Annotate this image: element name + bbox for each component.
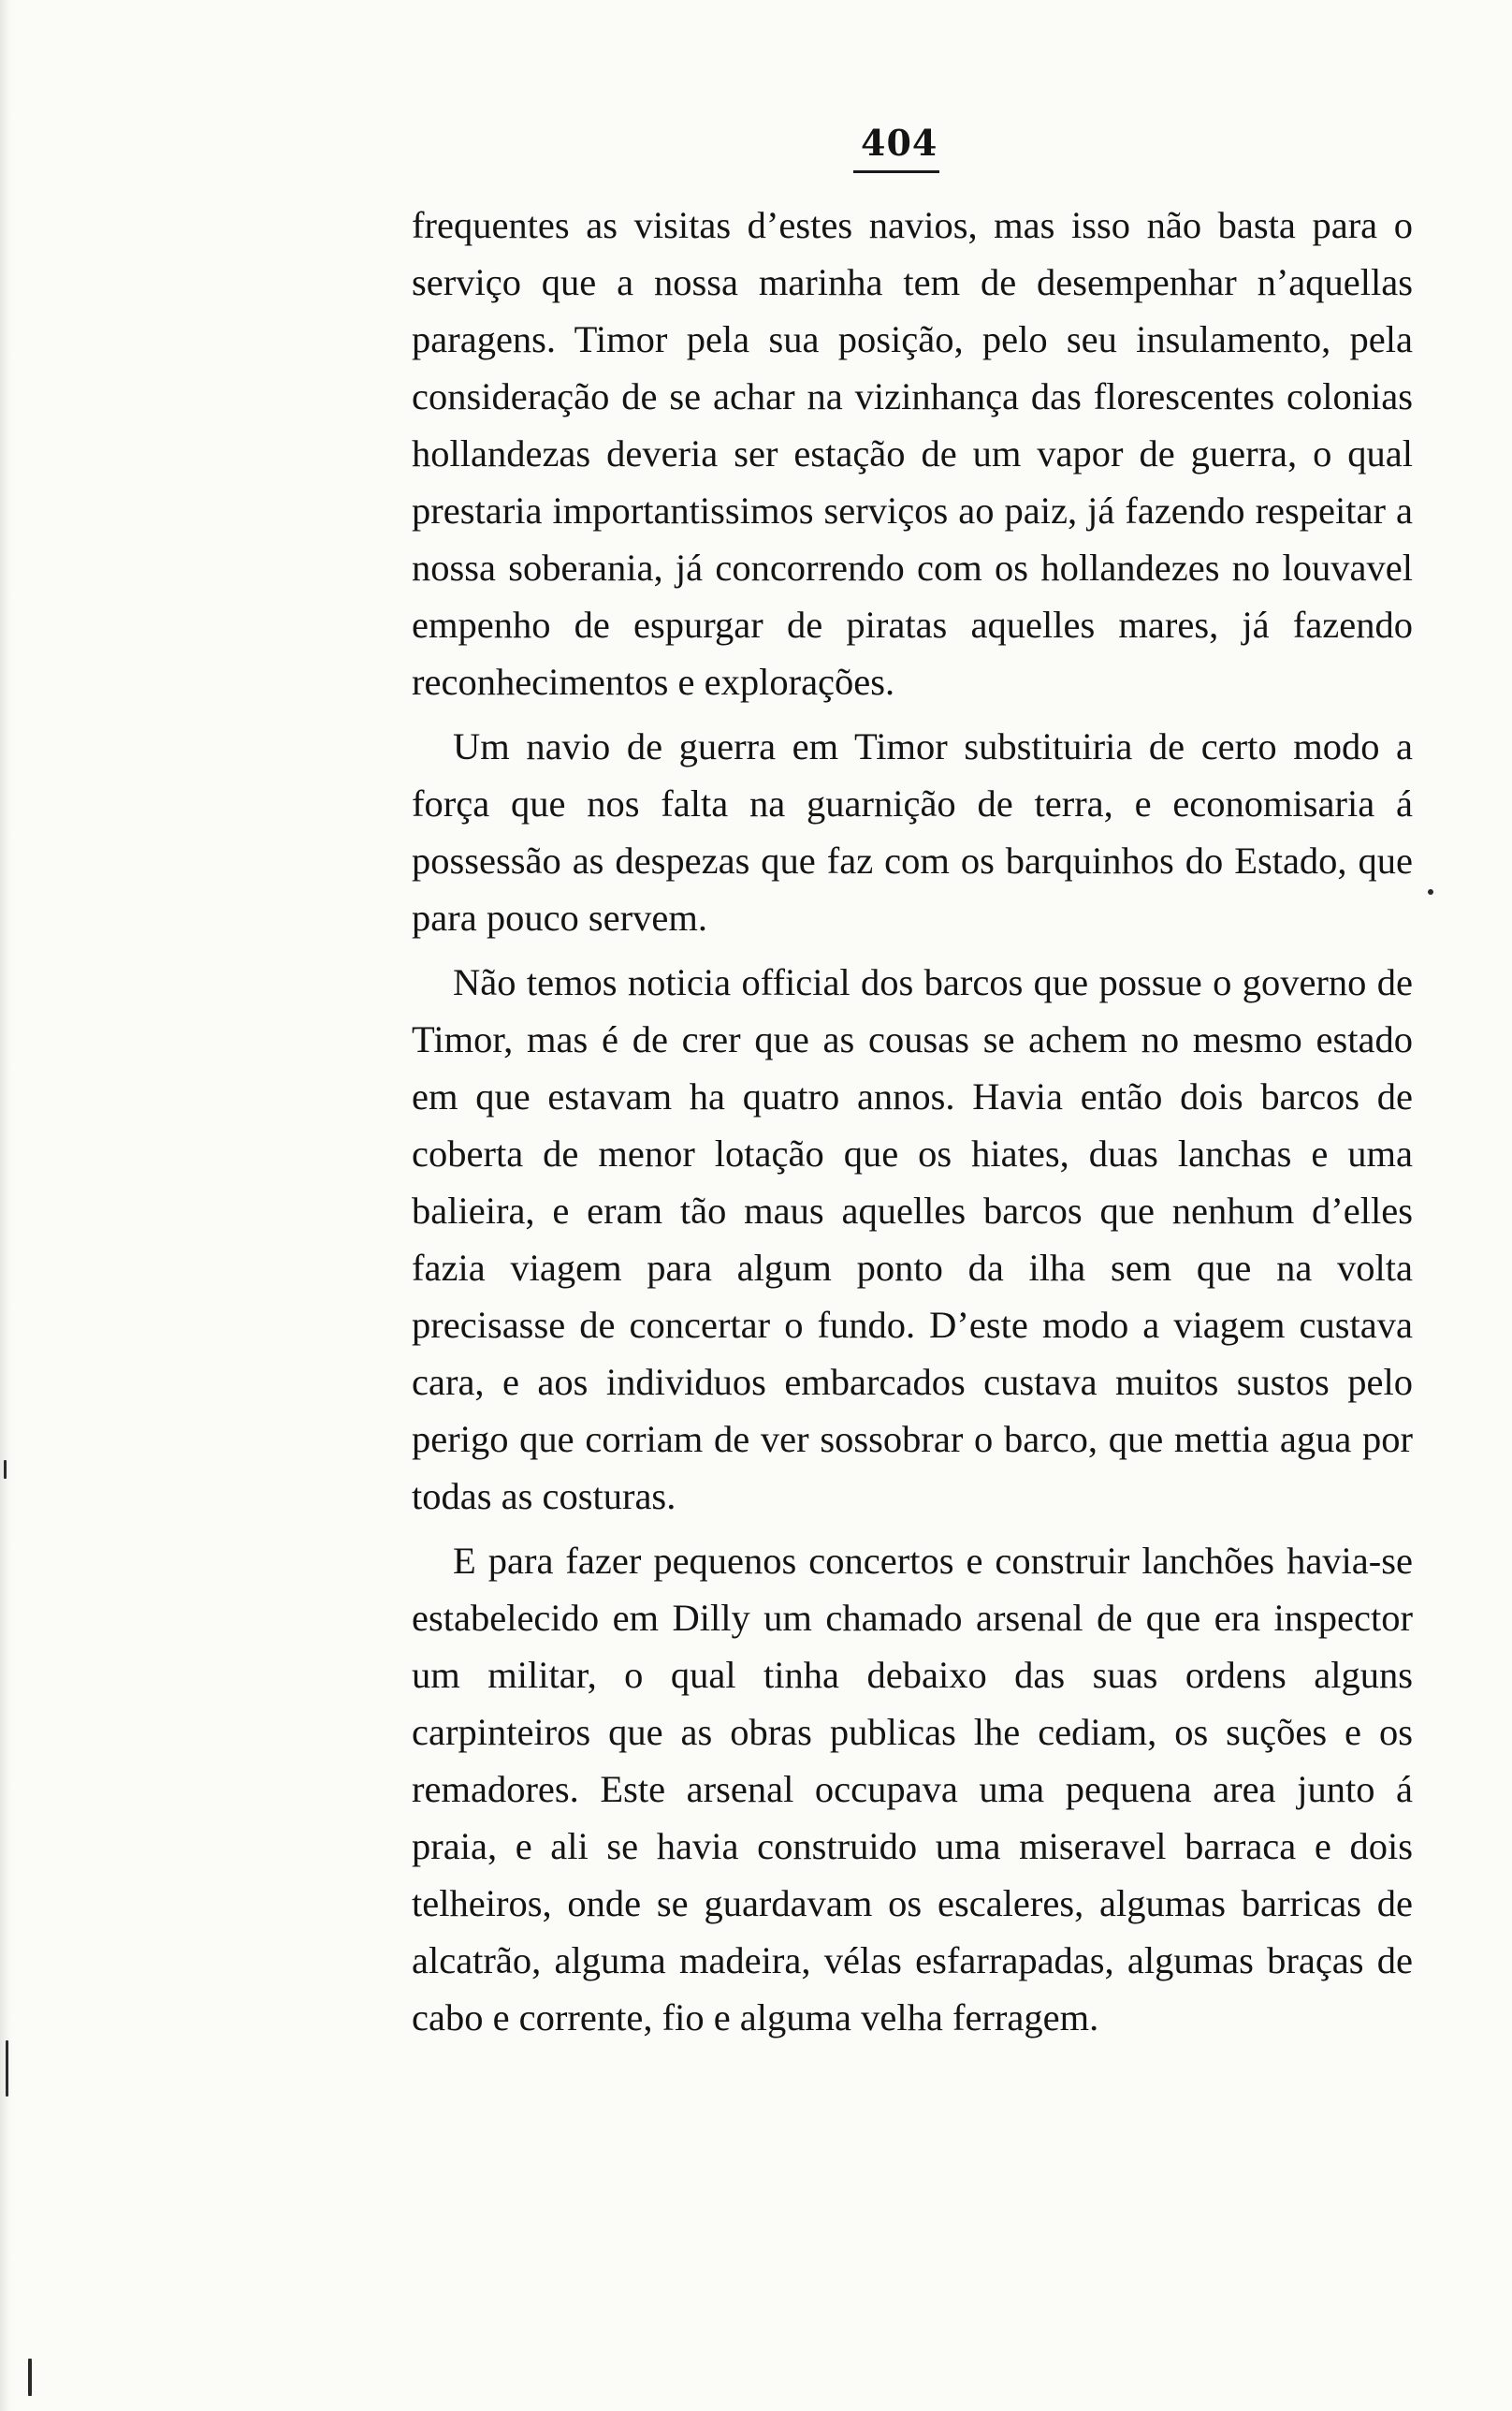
- paragraph-1: frequentes as visitas d’estes navios, mas isso não basta para o serviço que a nossa marinha tem de desempenhar n’aquellas paragens. Timor pela sua posição, pelo seu insulamento, pela consideração de se achar na vizinhança das florescentes colonias hollandezas deveria ser estação de um vapor de guerra, o qual prestaria importantissimos serviços ao paiz, já fazendo respeitar a nossa soberania, já concorrendo com os hollandezes no louvavel empenho de espurgar de piratas aquelles mares, já fazendo reconhecimentos e explorações.: [412, 204, 1413, 703]
- page-number-rule: [853, 170, 939, 173]
- scan-speck: [6, 2040, 8, 2097]
- scan-speck: [1428, 889, 1433, 895]
- paragraph-2: Um navio de guerra em Timor substituiria de certo modo a força que nos falta na guarnição de terra, e economisaria á possessão as despezas que faz com os barquinhos do Estado, que para pouco servem.: [412, 725, 1413, 939]
- paragraph-4: E para fazer pequenos concertos e construir lanchões havia-se estabelecido em Dilly um chamado arsenal de que era inspector um militar, o qual tinha debaixo das suas ordens alguns carpinteiros que as obras publicas lhe cediam, os suções e os remadores. Este arsenal occupava uma pequena area junto á praia, e ali se havia construido uma miseravel barraca e dois telheiros, onde se guardavam os escaleres, algumas barricas de alcatrão, alguma madeira, vélas esfarrapadas, algumas braças de cabo e corrente, fio e alguma velha ferragem.: [412, 1540, 1413, 2038]
- page-number: 404: [861, 122, 938, 164]
- paragraph-3: Não temos noticia official dos barcos que possue o governo de Timor, mas é de crer que as cousas se achem no mesmo estado em que estavam ha quatro annos. Havia então dois barcos de coberta de menor lotação que os hiates, duas lanchas e uma balieira, e eram tão maus aquelles barcos que nenhum d’elles fazia viagem para algum ponto da ilha sem que na volta precisasse de concertar o fundo. D’este modo a viagem custava cara, e aos individuos embarcados custava muitos sustos pelo perigo que corriam de ver sossobrar o barco, que mettia agua por todas as costuras.: [412, 961, 1413, 1517]
- scan-speck: [4, 1460, 7, 1479]
- body-text: [412, 197, 1413, 2046]
- scan-speck: [28, 2359, 32, 2396]
